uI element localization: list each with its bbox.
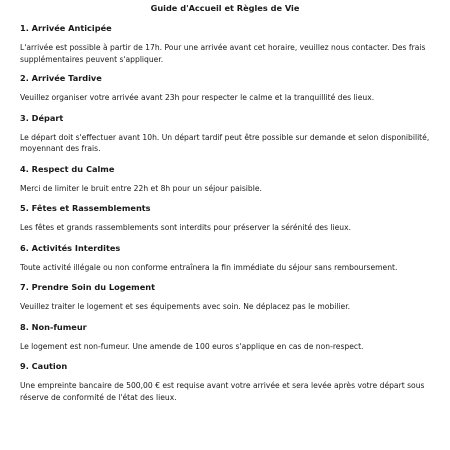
section-body: Merci de limiter le bruit entre 22h et 8h pour un séjour paisible. <box>20 183 262 193</box>
section-departure <box>20 113 430 155</box>
section-heading: 1. Arrivée Anticipée <box>20 23 112 33</box>
section-body: Les fêtes et grands rassemblements sont interdits pour préserver la sérénité des lieux. <box>20 223 352 232</box>
section-body: Veuillez traiter le logement et ses équipements avec soin. Ne déplacez pas le mobilier. <box>20 302 351 311</box>
section-heading: 2. Arrivée Tardive <box>20 73 102 83</box>
section-non-smoking <box>20 322 430 353</box>
section-parties <box>20 203 430 234</box>
section-body: L'arrivée est possible à partir de 17h. Pour une arrivée avant cet horaire, veuillez nous contacter. Des frais supplémentaires peuvent s'appliquer. <box>20 43 426 64</box>
section-heading: 7. Prendre Soin du Logement <box>20 282 156 292</box>
section-care <box>20 282 430 313</box>
section-forbidden-activities <box>20 243 430 274</box>
section-body: Une empreinte bancaire de 500,00 € est requise avant votre arrivée et sera levée après votre départ sous réserve de conformité de l'état des lieux. <box>20 381 425 402</box>
section-heading: 3. Départ <box>20 112 64 123</box>
document-title: Guide d'Accueil et Règles de Vie <box>150 3 300 13</box>
section-body: Toute activité illégale ou non conforme entraînera la fin immédiate du séjour sans remboursement. <box>20 262 398 272</box>
section-heading: 5. Fêtes et Rassemblements <box>20 203 151 213</box>
section-heading: 4. Respect du Calme <box>20 163 115 174</box>
section-heading: 9. Caution <box>20 361 68 371</box>
section-body: Veuillez organiser votre arrivée avant 23h pour respecter le calme et la tranquillité des lieux. <box>20 93 375 102</box>
section-body: Le logement est non-fumeur. Une amende de 100 euros s'applique en cas de non-respect. <box>20 341 364 351</box>
section-late-arrival <box>20 73 430 104</box>
section-early-arrival <box>20 23 430 65</box>
section-quiet-hours <box>20 164 430 195</box>
section-deposit <box>20 361 430 403</box>
section-body: Le départ doit s'effectuer avant 10h. Un départ tardif peut être possible sur demande et selon disponibilité, moyennant des frais. <box>20 132 430 153</box>
section-heading: 8. Non-fumeur <box>20 321 87 332</box>
section-heading: 6. Activités Interdites <box>20 242 121 253</box>
